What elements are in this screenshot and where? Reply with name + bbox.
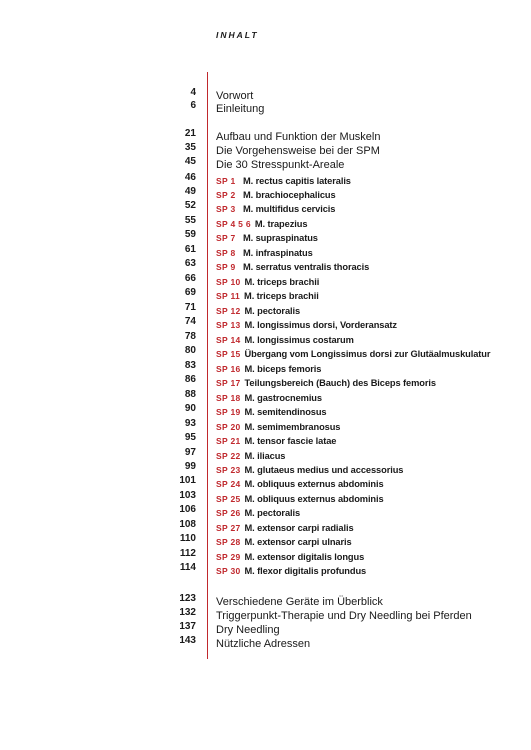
entry-title: M. extensor digitalis longus	[244, 552, 365, 562]
entry-title: Dry Needling	[216, 624, 280, 636]
page-number: 137	[179, 621, 196, 632]
page-number: 49	[184, 186, 196, 197]
entry-title: Nützliche Adressen	[216, 638, 311, 650]
page-number: 71	[184, 302, 196, 313]
stresspoint-code: SP 4 5 6	[216, 219, 251, 229]
page-number: 83	[184, 360, 196, 371]
entry-title: M. pectoralis	[244, 306, 301, 316]
page-number: 4	[190, 87, 196, 98]
entry-title: M. obliquus externus abdominis	[244, 494, 384, 504]
page-number: 103	[179, 490, 196, 501]
page-number: 80	[184, 345, 196, 356]
entry-title: M. gastrocnemius	[244, 393, 322, 403]
page-number: 88	[184, 389, 196, 400]
entry-title: M. rectus capitis lateralis	[243, 176, 351, 186]
page-number: 95	[184, 432, 196, 443]
stresspoint-code: SP 15	[216, 349, 241, 359]
stresspoint-code: SP 25	[216, 494, 241, 504]
entry-title: M. supraspinatus	[243, 233, 318, 243]
stresspoint-code: SP 30	[216, 566, 241, 576]
entry-title: M. obliquus externus abdominis	[244, 479, 384, 489]
stresspoint-code: SP 10	[216, 277, 241, 287]
entry-title: M. longissimus costarum	[244, 335, 354, 345]
entry-title: Übergang vom Longissimus dorsi zur Glutäalmuskulatur	[244, 349, 491, 359]
stresspoint-code: SP 13	[216, 320, 241, 330]
entry-title: M. extensor carpi radialis	[244, 523, 354, 533]
stresspoint-code: SP 28	[216, 537, 241, 547]
page-number: 101	[179, 475, 196, 486]
entry-title: M. semitendinosus	[244, 407, 327, 417]
stresspoint-code: SP 24	[216, 479, 241, 489]
page-number: 132	[179, 607, 196, 618]
stresspoint-code: SP 7	[216, 233, 236, 243]
entry-body	[216, 99, 264, 117]
page-number: 45	[184, 156, 196, 167]
entry-title: M. infraspinatus	[243, 248, 313, 258]
stresspoint-code: SP 26	[216, 508, 241, 518]
entry-title: M. serratus ventralis thoracis	[243, 262, 370, 272]
entry-title: M. triceps brachii	[244, 291, 319, 301]
page-number: 52	[184, 200, 196, 211]
stresspoint-code: SP 22	[216, 451, 241, 461]
page-number: 143	[179, 635, 196, 646]
entry-title: Verschiedene Geräte im Überblick	[216, 596, 383, 608]
toc-header: INHALT	[216, 30, 259, 40]
page-number: 46	[184, 172, 196, 183]
entry-title: M. brachiocephalicus	[243, 190, 336, 200]
stresspoint-code: SP 20	[216, 422, 241, 432]
entry-body	[216, 634, 310, 652]
entry-title: M. iliacus	[244, 451, 286, 461]
entry-title: M. tensor fascie latae	[244, 436, 337, 446]
entry-title: M. semimembranosus	[244, 422, 341, 432]
page-number: 21	[184, 128, 196, 139]
page-number: 78	[184, 331, 196, 342]
page-number: 55	[184, 215, 196, 226]
page-number: 123	[179, 593, 196, 604]
entry-body	[216, 561, 366, 579]
page-number: 112	[179, 548, 196, 559]
entry-title: M. trapezius	[254, 219, 308, 229]
stresspoint-code: SP 16	[216, 364, 241, 374]
entry-title: M. extensor carpi ulnaris	[244, 537, 352, 547]
page-number: 59	[184, 229, 196, 240]
entry-title: Triggerpunkt-Therapie und Dry Needling bei Pferden	[216, 610, 472, 622]
stresspoint-code: SP 1	[216, 176, 236, 186]
stresspoint-code: SP 12	[216, 306, 241, 316]
page-number: 6	[190, 100, 196, 111]
page-number: 61	[184, 244, 196, 255]
page-number: 110	[179, 533, 196, 544]
stresspoint-code: SP 2	[216, 190, 236, 200]
page-number: 106	[179, 504, 196, 515]
entry-title: M. flexor digitalis profundus	[244, 566, 367, 576]
page-number: 63	[184, 258, 196, 269]
entry-title: Die 30 Stresspunkt-Areale	[216, 159, 345, 171]
page-number: 93	[184, 418, 196, 429]
stresspoint-code: SP 3	[216, 204, 236, 214]
page-number: 99	[184, 461, 196, 472]
entry-title: Einleitung	[216, 103, 265, 115]
page-number: 86	[184, 374, 196, 385]
entry-title: M. longissimus dorsi, Vorderansatz	[244, 320, 397, 330]
page-number: 66	[184, 273, 196, 284]
entry-title: Teilungsbereich (Bauch) des Biceps femoris	[244, 378, 436, 388]
entry-title: M. triceps brachii	[244, 277, 320, 287]
page-number: 74	[184, 316, 196, 327]
entry-title: M. biceps femoris	[244, 364, 322, 374]
stresspoint-code: SP 27	[216, 523, 241, 533]
stresspoint-code: SP 8	[216, 248, 236, 258]
entry-title: Die Vorgehensweise bei der SPM	[216, 145, 380, 157]
entry-title: M. multifidus cervicis	[243, 204, 336, 214]
stresspoint-code: SP 23	[216, 465, 241, 475]
stresspoint-code: SP 14	[216, 335, 241, 345]
entry-title: M. pectoralis	[244, 508, 301, 518]
page-number: 35	[184, 142, 196, 153]
entry-title: Aufbau und Funktion der Muskeln	[216, 131, 381, 143]
page-number: 108	[179, 519, 196, 530]
stresspoint-code: SP 9	[216, 262, 236, 272]
entry-title: Vorwort	[216, 90, 254, 102]
page-number: 97	[184, 447, 196, 458]
stresspoint-code: SP 11	[216, 291, 241, 301]
stresspoint-code: SP 17	[216, 378, 241, 388]
page-number: 114	[179, 562, 196, 573]
entry-title: M. glutaeus medius und accessorius	[244, 465, 404, 475]
stresspoint-code: SP 19	[216, 407, 241, 417]
page-number: 90	[184, 403, 196, 414]
stresspoint-code: SP 21	[216, 436, 241, 446]
page-number: 69	[184, 287, 196, 298]
stresspoint-code: SP 18	[216, 393, 241, 403]
stresspoint-code: SP 29	[216, 552, 241, 562]
